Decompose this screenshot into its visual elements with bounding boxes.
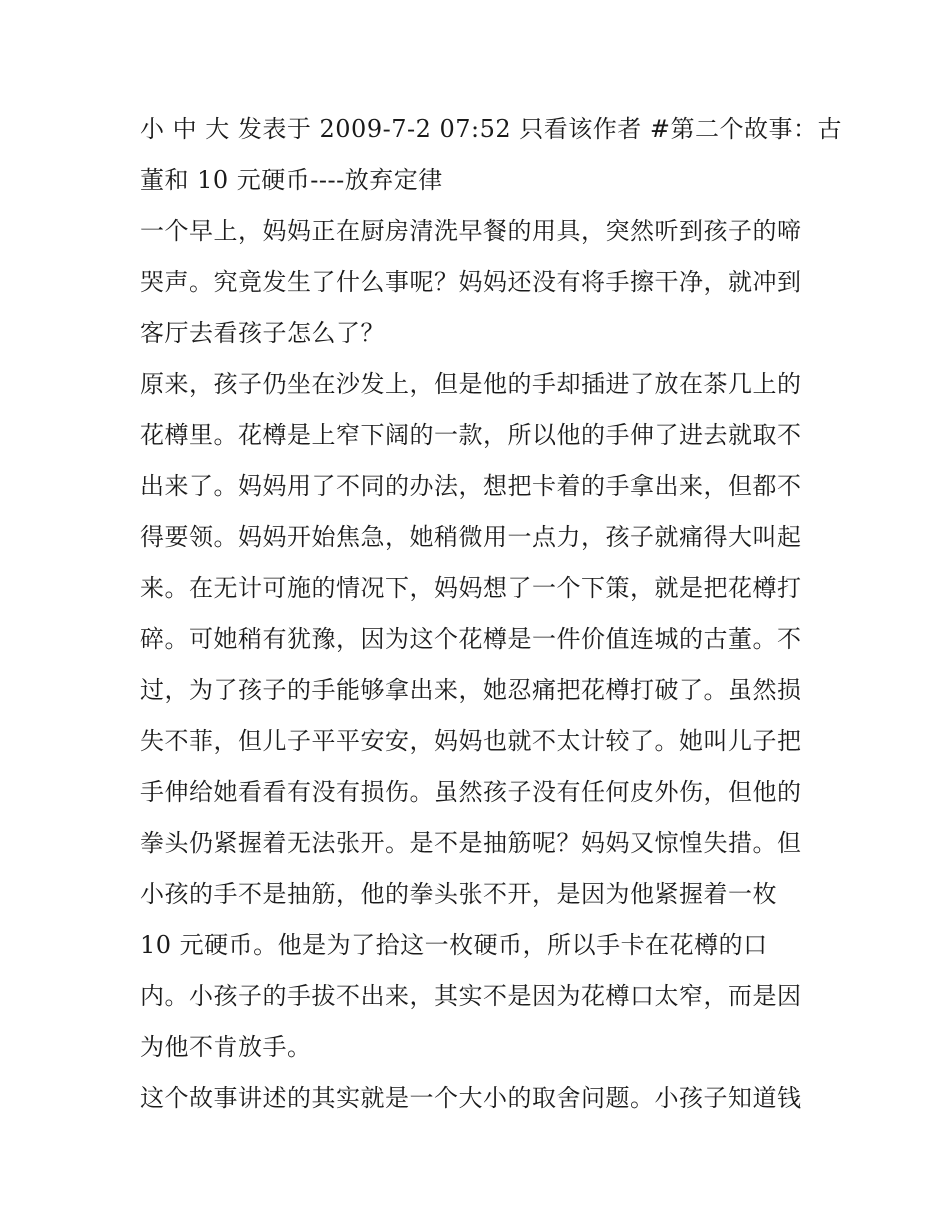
text-line: 内。小孩子的手拔不出来，其实不是因为花樽口太窄，而是因 xyxy=(140,982,802,1010)
text-line: 出来了。妈妈用了不同的办法，想把卡着的手拿出来，但都不 xyxy=(140,472,802,500)
text-line: 小孩的手不是抽筋，他的拳头张不开，是因为他紧握着一枚 xyxy=(140,880,777,908)
header-line: 小 中 大 发表于 2009-7-2 07:52 只看该作者 #第二个故事：古 xyxy=(140,115,843,143)
text-line: 手伸给她看看有没有损伤。虽然孩子没有任何皮外伤，但他的 xyxy=(140,778,802,806)
text-line: 哭声。究竟发生了什么事呢？妈妈还没有将手擦干净，就冲到 xyxy=(140,268,802,296)
text-line: 过，为了孩子的手能够拿出来，她忍痛把花樽打破了。虽然损 xyxy=(140,676,802,704)
text-line: 原来，孩子仍坐在沙发上，但是他的手却插进了放在茶几上的 xyxy=(140,370,802,398)
document-body xyxy=(140,104,843,1124)
text-line: 来。在无计可施的情况下，妈妈想了一个下策，就是把花樽打 xyxy=(140,574,802,602)
text-line: 10 元硬币。他是为了拾这一枚硬币，所以手卡在花樽的口 xyxy=(140,931,768,959)
text-line: 碎。可她稍有犹豫，因为这个花樽是一件价值连城的古董。不 xyxy=(140,625,802,653)
text-line: 失不菲，但儿子平平安安，妈妈也就不太计较了。她叫儿子把 xyxy=(140,727,802,755)
paragraph-3 xyxy=(140,1073,820,1124)
text-line: 一个早上，妈妈正在厨房清洗早餐的用具，突然听到孩子的啼 xyxy=(140,217,802,245)
text-line: 客厅去看孩子怎么了？ xyxy=(140,319,385,347)
text-line: 拳头仍紧握着无法张开。是不是抽筋呢？妈妈又惊惶失措。但 xyxy=(140,829,802,857)
header-line: 董和 10 元硬币----放弃定律 xyxy=(140,166,443,194)
text-line: 得要领。妈妈开始焦急，她稍微用一点力，孩子就痛得大叫起 xyxy=(140,523,802,551)
paragraph-1 xyxy=(140,206,820,359)
text-line: 为他不肯放手。 xyxy=(140,1033,312,1061)
text-line: 这个故事讲述的其实就是一个大小的取舍问题。小孩子知道钱 xyxy=(140,1084,802,1112)
post-header xyxy=(140,104,843,206)
text-line: 花樽里。花樽是上窄下阔的一款，所以他的手伸了进去就取不 xyxy=(140,421,802,449)
paragraph-2 xyxy=(140,359,820,1073)
